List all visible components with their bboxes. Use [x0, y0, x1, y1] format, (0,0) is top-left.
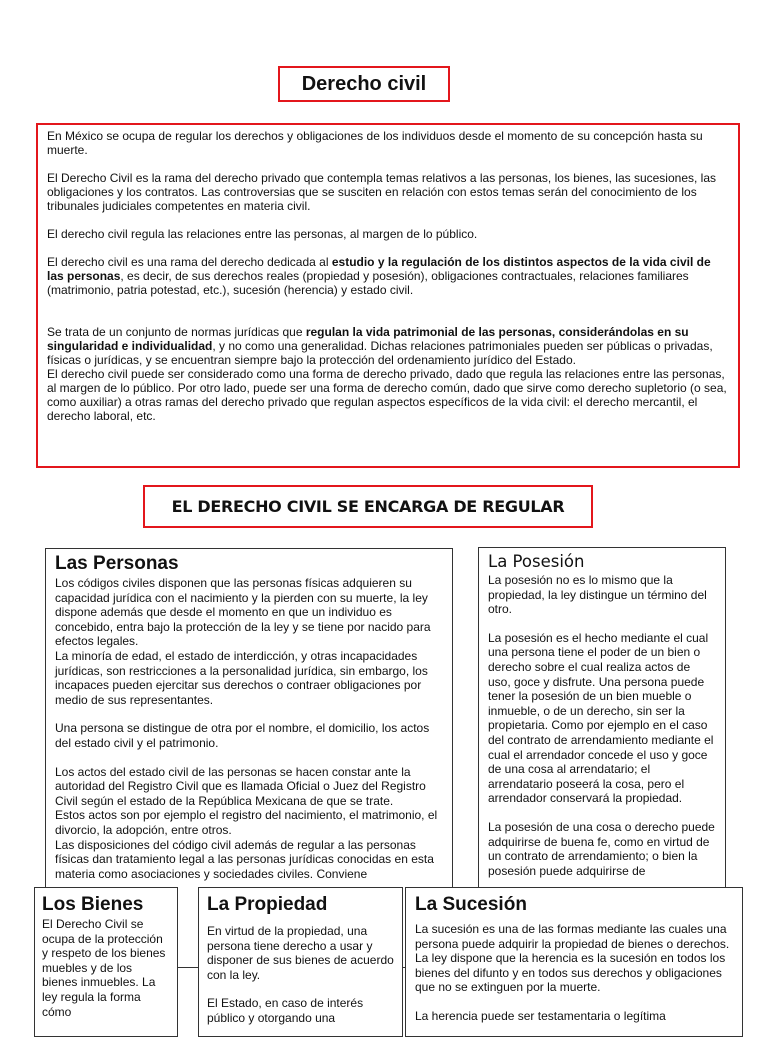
card-paragraph: El Derecho Civil se ocupa de la protección y respeto de los bienes muebles y de los bienes inmuebles. La ley regula la forma cómo [42, 917, 166, 1019]
card-paragraph: El Estado, en caso de interés público y otorgando una [207, 996, 364, 1025]
card-title: Los Bienes [42, 894, 144, 915]
card-title: Las Personas [55, 553, 179, 574]
section-title [143, 485, 593, 528]
card-paragraph: En virtud de la propiedad, una persona tiene derecho a usar y disponer de sus bienes de acuerdo con la ley. [207, 924, 394, 982]
intro-paragraph-4: El derecho civil es una rama del derecho dedicada al estudio y la regulación de los distintos aspectos de la vida civil de las personas, es decir, de sus derechos reales (propiedad y posesión), obligaciones contractuales, relaciones familiares (matrimonio, patria potestad, etc.), sucesión (herencia) y estado civil. [47, 255, 711, 297]
intro-paragraph-1: En México se ocupa de regular los derechos y obligaciones de los individuos desde el momento de su concepción hasta su muerte. [47, 129, 703, 157]
card-paragraph: Los actos del estado civil de las personas se hacen constar ante la autoridad del Registro Civil que es llamada Oficial o Juez del Registro Civil según el estado de la República Mexicana de que se trate. [55, 764, 426, 808]
card-la-sucesion [405, 887, 743, 1037]
card-paragraph: La posesión no es lo mismo que la propiedad, la ley distingue un término del otro. [488, 573, 707, 617]
card-paragraph: La posesión de una cosa o derecho puede adquirirse de buena fe, como en virtud de un contrato de arrendamiento; o bien la posesión puede adquirirse de [488, 819, 715, 878]
page-title-text: Derecho civil [301, 72, 427, 95]
section-title-text: EL DERECHO CIVIL SE ENCARGA DE REGULAR [171, 497, 565, 516]
card-paragraph: Una persona se distingue de otra por el nombre, el domicilio, los actos del estado civil y el patrimonio. [55, 721, 430, 750]
card-paragraph: Estos actos son por ejemplo el registro del nacimiento, el matrimonio, el divorcio, la adopción, entre otros. [55, 808, 438, 837]
card-paragraph: Las disposiciones del código civil además de regular a las personas físicas dan tratamiento legal a las personas jurídicas conocidas en esta materia como asociaciones y sociedades civiles. Conviene [55, 837, 434, 881]
card-title: La Propiedad [207, 894, 328, 915]
intro-paragraph-2: El Derecho Civil es la rama del derecho privado que contempla temas relativos a las personas, los bienes, las sucesiones, las obligaciones y los contratos. Las controversias que se susciten en relación con estos temas serán del conocimiento de los tribunales judiciales competentes en materia civil. [47, 171, 717, 213]
card-paragraph: La posesión es el hecho mediante el cual una persona tiene el poder de un bien o derecho sobre el cual realiza actos de uso, goce y disfrute. Una persona puede tener la posesión de un bien mueble o inmueble, o de un derecho, sin ser la propietaria. Como por ejemplo en el caso del contrato de arrendamiento mediante el cual el arrendador concede el uso y goce de una cosa al arrendatario; el arrendatario poseerá la cosa, pero el arrendador conservará la propiedad. [488, 630, 714, 806]
card-los-bienes [34, 887, 178, 1037]
intro-paragraph-3: El derecho civil regula las relaciones entre las personas, al margen de lo público. [47, 227, 478, 241]
intro-box [36, 123, 740, 468]
card-paragraph: Los códigos civiles disponen que las personas físicas adquieren su capacidad jurídica con el nacimiento y la pierden con su muerte, la ley dispone además que desde el momento en que un individuo es concebido, entra bajo la protección de la ley y se tiene por nacido para efectos legales. [55, 576, 431, 649]
card-title: La Sucesión [415, 894, 527, 915]
card-paragraph: La sucesión es una de las formas mediante las cuales una persona puede adquirir la propiedad de bienes o derechos. La ley dispone que la herencia es la sucesión en todos los bienes del difunto y en todos sus derechos y obligaciones que no se extinguen por la muerte. [415, 922, 730, 995]
intro-paragraph-5: Se trata de un conjunto de normas jurídicas que regulan la vida patrimonial de las personas, considerándolas en su singularidad e individualidad, y no como una generalidad. Dichas relaciones patrimoniales pueden ser públicas o privadas, físicas o jurídicas, y se encuentran siempre bajo la protección del ordenamiento jurídico del Estado. El derecho civil puede ser considerado como una forma de derecho privado, dado que regula las relaciones entre las personas, al margen de lo público. Por otro lado, puede ser una forma de derecho común, dado que sirve como derecho supletorio (o sea, como auxiliar) a otras ramas del derecho privado que regulan aspectos específicos de la vida civil: el derecho mercantil, el derecho laboral, etc. [47, 325, 727, 423]
card-title: La Posesión [488, 552, 585, 571]
card-la-propiedad [198, 887, 403, 1037]
page-title [278, 66, 450, 102]
card-paragraph: La minoría de edad, el estado de interdicción, y otras incapacidades jurídicas, son restricciones a la personalidad jurídica, sin embargo, los incapaces pueden ejercitar sus derechos o contraer obligaciones por medio de sus representantes. [55, 648, 428, 707]
card-paragraph: La herencia puede ser testamentaria o legítima [415, 1008, 666, 1023]
